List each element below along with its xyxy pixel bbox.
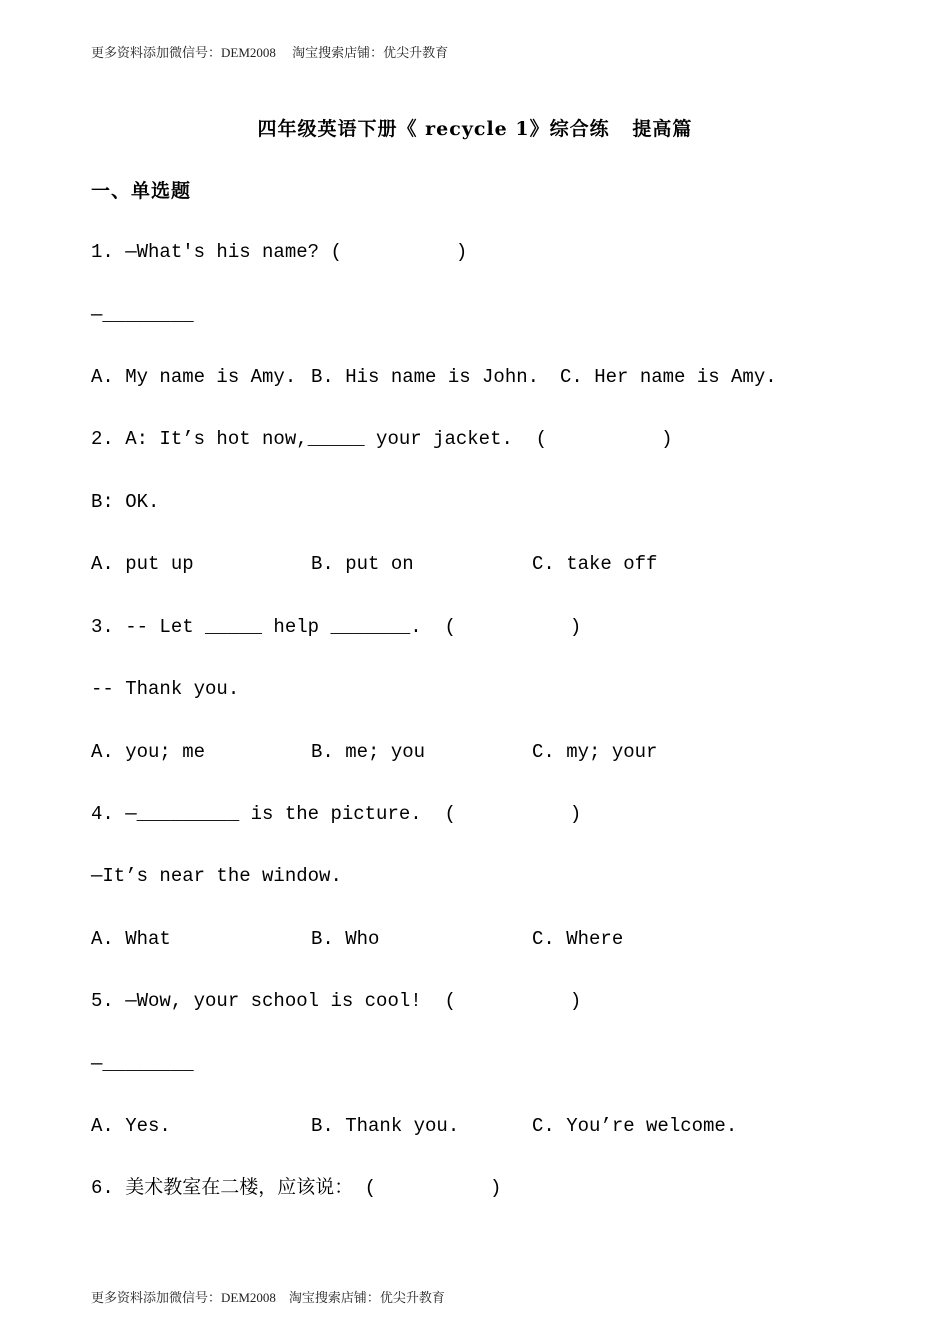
page-header: 更多资料添加微信号：DEM2008 淘宝搜索店铺：优尖升教育	[91, 45, 449, 60]
question-1-option-b: B. His name is John.	[311, 366, 540, 388]
question-1-option-c: C. Her name is Amy.	[560, 366, 777, 388]
page-footer: 更多资料添加微信号：DEM2008 淘宝搜索店铺：优尖升教育	[91, 1290, 445, 1305]
question-5-option-b: B. Thank you.	[311, 1115, 460, 1137]
question-6-stem: 6. 美术教室在二楼，应该说： ( )	[91, 1177, 502, 1199]
section-title: 一、单选题	[91, 180, 192, 202]
worksheet-title: 四年级英语下册《 recycle 1》综合练 提高篇	[257, 118, 693, 140]
question-1-reply: —________	[91, 304, 194, 326]
question-3-reply: -- Thank you.	[91, 678, 240, 700]
question-3-option-b: B. me; you	[311, 741, 426, 763]
question-4-stem: 4. —_________ is the picture. ( )	[91, 803, 582, 825]
question-2-option-c: C. take off	[532, 553, 658, 575]
question-2-option-b: B. put on	[311, 553, 414, 575]
question-3-option-a: A. you; me	[91, 741, 206, 763]
question-3-stem: 3. -- Let _____ help _______. ( )	[91, 616, 582, 638]
question-2-option-a: A. put up	[91, 553, 194, 575]
question-5-stem: 5. —Wow, your school is cool! ( )	[91, 990, 582, 1012]
question-1-option-a: A. My name is Amy.	[91, 366, 297, 388]
question-4-option-a: A. What	[91, 928, 171, 950]
question-5-option-a: A. Yes.	[91, 1115, 171, 1137]
question-4-reply: —It’s near the window.	[91, 865, 342, 887]
question-3-option-c: C. my; your	[532, 741, 658, 763]
question-4-option-c: C. Where	[532, 928, 624, 950]
question-4-option-b: B. Who	[311, 928, 380, 950]
question-2-stem: 2. A: It’s hot now,_____ your jacket. ( )	[91, 428, 673, 450]
question-5-reply: —________	[91, 1053, 194, 1075]
question-2-reply: B: OK.	[91, 491, 160, 513]
question-5-option-c: C. You’re welcome.	[532, 1115, 738, 1137]
question-1-stem: 1. —What's his name? ( )	[91, 241, 468, 263]
